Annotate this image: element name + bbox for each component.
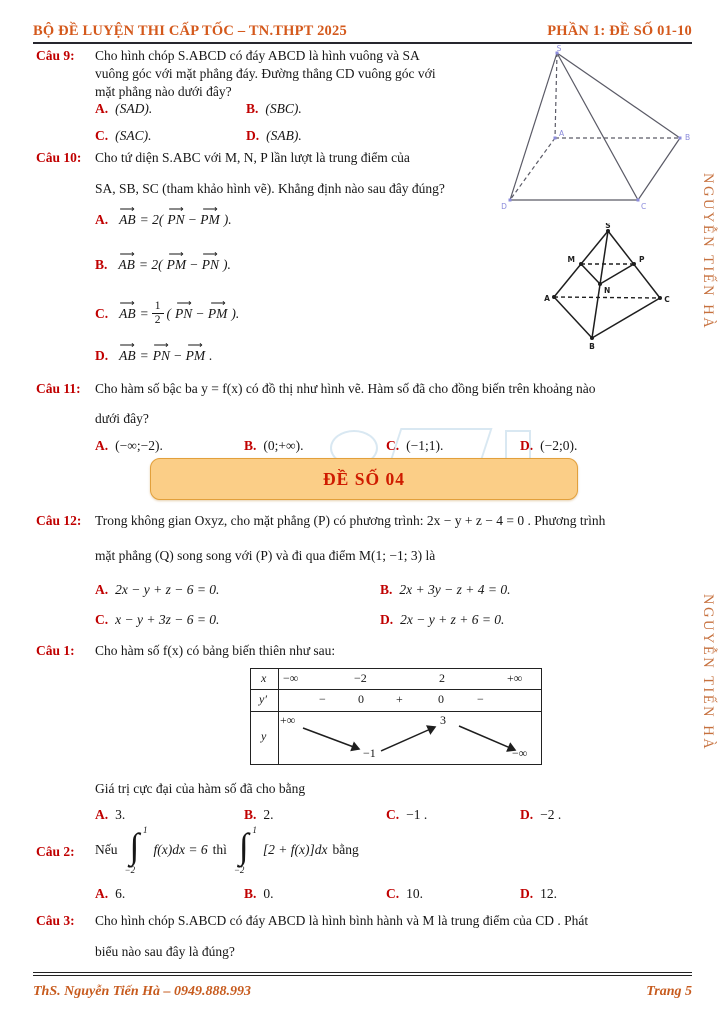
bbt-col-yp: y′	[259, 692, 267, 706]
q2-option-d-value: 12.	[540, 886, 557, 901]
bbt-y-min: −1	[363, 746, 376, 760]
q9-option-d-letter: D.	[246, 128, 260, 143]
q9-option-b-value: (SBC).	[265, 101, 302, 116]
q2-option-a-letter: A.	[95, 886, 109, 901]
fig1-label-b: B	[685, 133, 691, 142]
q9-option-c-value: (SAC).	[115, 128, 152, 143]
vector-pm: PM ⟶	[184, 348, 208, 364]
header-rule	[33, 42, 692, 44]
q12-option-b	[380, 582, 510, 598]
q2-integrand-2: [2 + f(x)]dx	[262, 842, 328, 857]
fig2-label-n: N	[604, 286, 611, 295]
q10-option-c	[95, 300, 239, 327]
vector-pm: PM ⟶	[198, 212, 222, 228]
integral-upper-limit: 1	[143, 825, 148, 835]
tetrahedron-sabc-figure	[542, 223, 676, 351]
q1-option-a-value: 3.	[115, 807, 126, 822]
q10-option-d	[95, 348, 213, 364]
q1-option-d	[520, 807, 561, 823]
q1-option-a	[95, 807, 125, 823]
q2-statement	[95, 824, 359, 876]
fig1-label-d: D	[501, 202, 507, 211]
bbt-col-y: y	[261, 729, 267, 743]
q12-option-d-letter: D.	[380, 612, 394, 627]
q10-option-a-end: ).	[223, 212, 232, 227]
q9-option-a-value: (SAD).	[115, 101, 153, 116]
fig1-label-s: S	[556, 45, 562, 53]
integral-symbol	[234, 826, 256, 874]
bbt-x-value: 2	[439, 671, 445, 685]
bbt-yprime-sign: +	[396, 692, 403, 706]
open-paren: (	[166, 305, 171, 321]
q2-tail-text: bằng	[332, 842, 359, 857]
q10-option-b-end: ).	[223, 257, 231, 272]
q10-option-c-end: ).	[231, 305, 240, 321]
bbt-y-end: −∞	[512, 746, 528, 760]
fig1-label-a: A	[559, 129, 565, 138]
header-right-title: PHẦN 1: ĐỀ SỐ 01-10	[547, 23, 692, 39]
bbt-col-x: x	[261, 671, 267, 685]
q10-option-d-mid: =	[139, 348, 149, 363]
q9-line2: vuông góc với mặt phẳng đáy. Đường thẳng CD vuông góc với	[95, 66, 436, 81]
bbt-yprime-sign: 0	[438, 692, 444, 706]
q10-line1: Cho tứ diện S.ABC với M, N, P lần lượt là trung điểm của	[95, 150, 410, 165]
vector-ab: AB ⟶	[117, 348, 138, 364]
header-left-title: BỘ ĐỀ LUYỆN THI CẤP TỐC – TN.THPT 2025	[33, 23, 347, 39]
minus-sign: −	[188, 212, 197, 227]
q11-label: Câu 11:	[36, 381, 81, 396]
q12-option-a-value: 2x − y + z − 6 = 0.	[115, 582, 220, 597]
q11-option-d-value: (−2;0).	[540, 438, 578, 453]
fig2-label-s: S	[605, 223, 611, 230]
fig2-label-m: M	[567, 255, 575, 264]
bbt-x-value: +∞	[507, 671, 523, 685]
q3-line2: biểu nào sau đây là đúng?	[95, 944, 235, 959]
q12-label: Câu 12:	[36, 513, 82, 528]
vector-pm: PM ⟶	[165, 257, 189, 273]
q12-option-c-letter: C.	[95, 612, 109, 627]
q2-conjunction: thì	[212, 842, 227, 857]
vector-pn: PN ⟶	[151, 348, 172, 364]
vector-pn: PN ⟶	[200, 257, 221, 273]
bbt-yprime-sign: −	[319, 692, 326, 706]
q10-option-b-letter: B.	[95, 257, 108, 272]
q11-option-d-letter: D.	[520, 438, 534, 453]
minus-sign: −	[174, 348, 182, 363]
q12-option-c	[95, 612, 219, 628]
q11-option-a-letter: A.	[95, 438, 109, 453]
q9-line1: Cho hình chóp S.ABCD có đáy ABCD là hình vuông và SA	[95, 48, 420, 63]
vector-pn: PN ⟶	[165, 212, 186, 228]
fig1-label-c: C	[641, 202, 647, 211]
q10-option-c-letter: C.	[95, 305, 109, 321]
q2-option-d-letter: D.	[520, 886, 534, 901]
q1-option-c-letter: C.	[386, 807, 400, 822]
q9-option-a	[95, 101, 152, 117]
fig2-label-b: B	[589, 342, 595, 351]
q12-option-b-letter: B.	[380, 582, 393, 597]
q9-option-d	[246, 128, 302, 144]
footer-rule	[33, 972, 692, 976]
q2-label: Câu 2:	[36, 844, 75, 859]
q1-label: Câu 1:	[36, 643, 75, 658]
q10-option-d-letter: D.	[95, 348, 109, 363]
q9-label: Câu 9:	[36, 48, 75, 63]
integral-glyph: ∫	[238, 826, 249, 866]
side-watermark-top: NGUYỄN TIẾN HÀ	[700, 173, 716, 331]
q10-label: Câu 10:	[36, 150, 82, 165]
footer-page-number: Trang 5	[646, 984, 692, 999]
variation-arrows	[251, 669, 543, 766]
q11-option-a	[95, 438, 163, 454]
q1-option-c	[386, 807, 427, 823]
q1-option-b	[244, 807, 274, 823]
q11-option-c-value: (−1;1).	[406, 438, 444, 453]
q2-option-c	[386, 886, 423, 902]
bbt-y-max: 3	[440, 713, 446, 727]
q10-option-d-end: .	[209, 348, 213, 363]
integral-symbol	[125, 826, 147, 874]
q9-option-b	[246, 101, 302, 117]
integral-lower-limit: −2	[233, 865, 245, 875]
q2-option-c-value: 10.	[406, 886, 423, 901]
q2-integrand-1: f(x)dx = 6	[153, 842, 208, 857]
q1-option-b-letter: B.	[244, 807, 257, 822]
q2-option-d	[520, 886, 557, 902]
fig2-label-a: A	[544, 294, 550, 303]
vector-ab: AB ⟶	[116, 257, 137, 273]
q9-option-a-letter: A.	[95, 101, 109, 116]
q11-line2: dưới đây?	[95, 411, 149, 426]
bbt-yprime-sign: 0	[358, 692, 364, 706]
minus-sign: −	[196, 305, 204, 321]
one-half-fraction	[152, 300, 164, 327]
q12-option-a-letter: A.	[95, 582, 109, 597]
bbt-yprime-sign: −	[477, 692, 484, 706]
q12-line2: mặt phẳng (Q) song song với (P) và đi qua điểm M(1; −1; 3) là	[95, 548, 436, 563]
q10-option-c-mid: =	[139, 305, 149, 321]
q12-option-c-value: x − y + 3z − 6 = 0.	[115, 612, 220, 627]
variation-table	[250, 668, 542, 765]
exam-set-banner-text: ĐỀ SỐ 04	[323, 468, 405, 489]
integral-upper-limit: 1	[252, 825, 257, 835]
q12-option-d-value: 2x − y + z + 6 = 0.	[400, 612, 505, 627]
q10-line2: SA, SB, SC (tham khảo hình vẽ). Khẳng định nào sau đây đúng?	[95, 181, 445, 196]
fig2-label-p: P	[639, 255, 645, 264]
side-watermark-bottom: NGUYỄN TIẾN HÀ	[700, 594, 716, 752]
q2-option-a	[95, 886, 125, 902]
bbt-x-value: −2	[354, 671, 367, 685]
q2-option-b	[244, 886, 274, 902]
q10-option-b-mid: = 2(	[138, 257, 163, 272]
fig2-label-c: C	[664, 295, 670, 304]
q9-option-c	[95, 128, 152, 144]
q1-option-a-letter: A.	[95, 807, 109, 822]
q1-option-c-value: −1 .	[406, 807, 428, 822]
q9-option-d-value: (SAB).	[266, 128, 302, 143]
q1-intro: Cho hàm số f(x) có bảng biến thiên như sau:	[95, 643, 336, 658]
q11-option-b-letter: B.	[244, 438, 257, 453]
vector-ab: AB ⟶	[117, 306, 138, 322]
q1-option-b-value: 2.	[263, 807, 274, 822]
q11-option-b	[244, 438, 304, 454]
vector-pn: PN ⟶	[173, 306, 194, 322]
q9-option-c-letter: C.	[95, 128, 109, 143]
q10-option-a	[95, 212, 232, 228]
q2-option-b-letter: B.	[244, 886, 257, 901]
bbt-x-value: −∞	[283, 671, 299, 685]
vector-ab: AB ⟶	[117, 212, 138, 228]
q1-option-d-letter: D.	[520, 807, 534, 822]
fraction-denominator: 2	[154, 314, 161, 327]
integral-glyph: ∫	[129, 826, 140, 866]
q12-option-b-value: 2x + 3y − z + 4 = 0.	[399, 582, 511, 597]
q3-line1: Cho hình chóp S.ABCD có đáy ABCD là hình bình hành và M là trung điểm của CD . Phát	[95, 913, 589, 928]
q1-question: Giá trị cực đại của hàm số đã cho bằng	[95, 781, 306, 796]
q3-label: Câu 3:	[36, 913, 75, 928]
q10-option-a-letter: A.	[95, 212, 109, 227]
q1-option-d-value: −2 .	[540, 807, 562, 822]
q12-line1: Trong không gian Oxyz, cho mặt phẳng (P) có phương trình: 2x − y + z − 4 = 0 . Phương trình	[95, 513, 606, 528]
pyramid-sabcd-figure	[495, 45, 697, 213]
q10-option-a-mid: = 2(	[139, 212, 164, 227]
q2-option-b-value: 0.	[263, 886, 274, 901]
q12-option-d	[380, 612, 504, 628]
q11-option-a-value: (−∞;−2).	[115, 438, 163, 453]
vector-pm: PM ⟶	[206, 306, 230, 322]
exam-set-banner	[150, 458, 578, 500]
q11-line1: Cho hàm số bậc ba y = f(x) có đồ thị như hình vẽ. Hàm số đã cho đồng biến trên khoảng nào	[95, 381, 596, 396]
q10-option-b	[95, 257, 231, 273]
integral-lower-limit: −2	[124, 865, 136, 875]
q2-option-a-value: 6.	[115, 886, 126, 901]
q11-option-c-letter: C.	[386, 438, 400, 453]
q12-option-a	[95, 582, 219, 598]
q2-pre-text: Nếu	[95, 842, 118, 857]
footer-author: ThS. Nguyễn Tiến Hà – 0949.888.993	[33, 984, 252, 999]
fraction-numerator: 1	[152, 300, 164, 314]
q9-option-b-letter: B.	[246, 101, 259, 116]
minus-sign: −	[190, 257, 198, 272]
q11-option-b-value: (0;+∞).	[263, 438, 304, 453]
q9-line3: mặt phẳng nào dưới đây?	[95, 84, 232, 99]
q2-option-c-letter: C.	[386, 886, 400, 901]
watermark-logo-shape	[389, 428, 492, 462]
bbt-y-start: +∞	[280, 713, 296, 727]
